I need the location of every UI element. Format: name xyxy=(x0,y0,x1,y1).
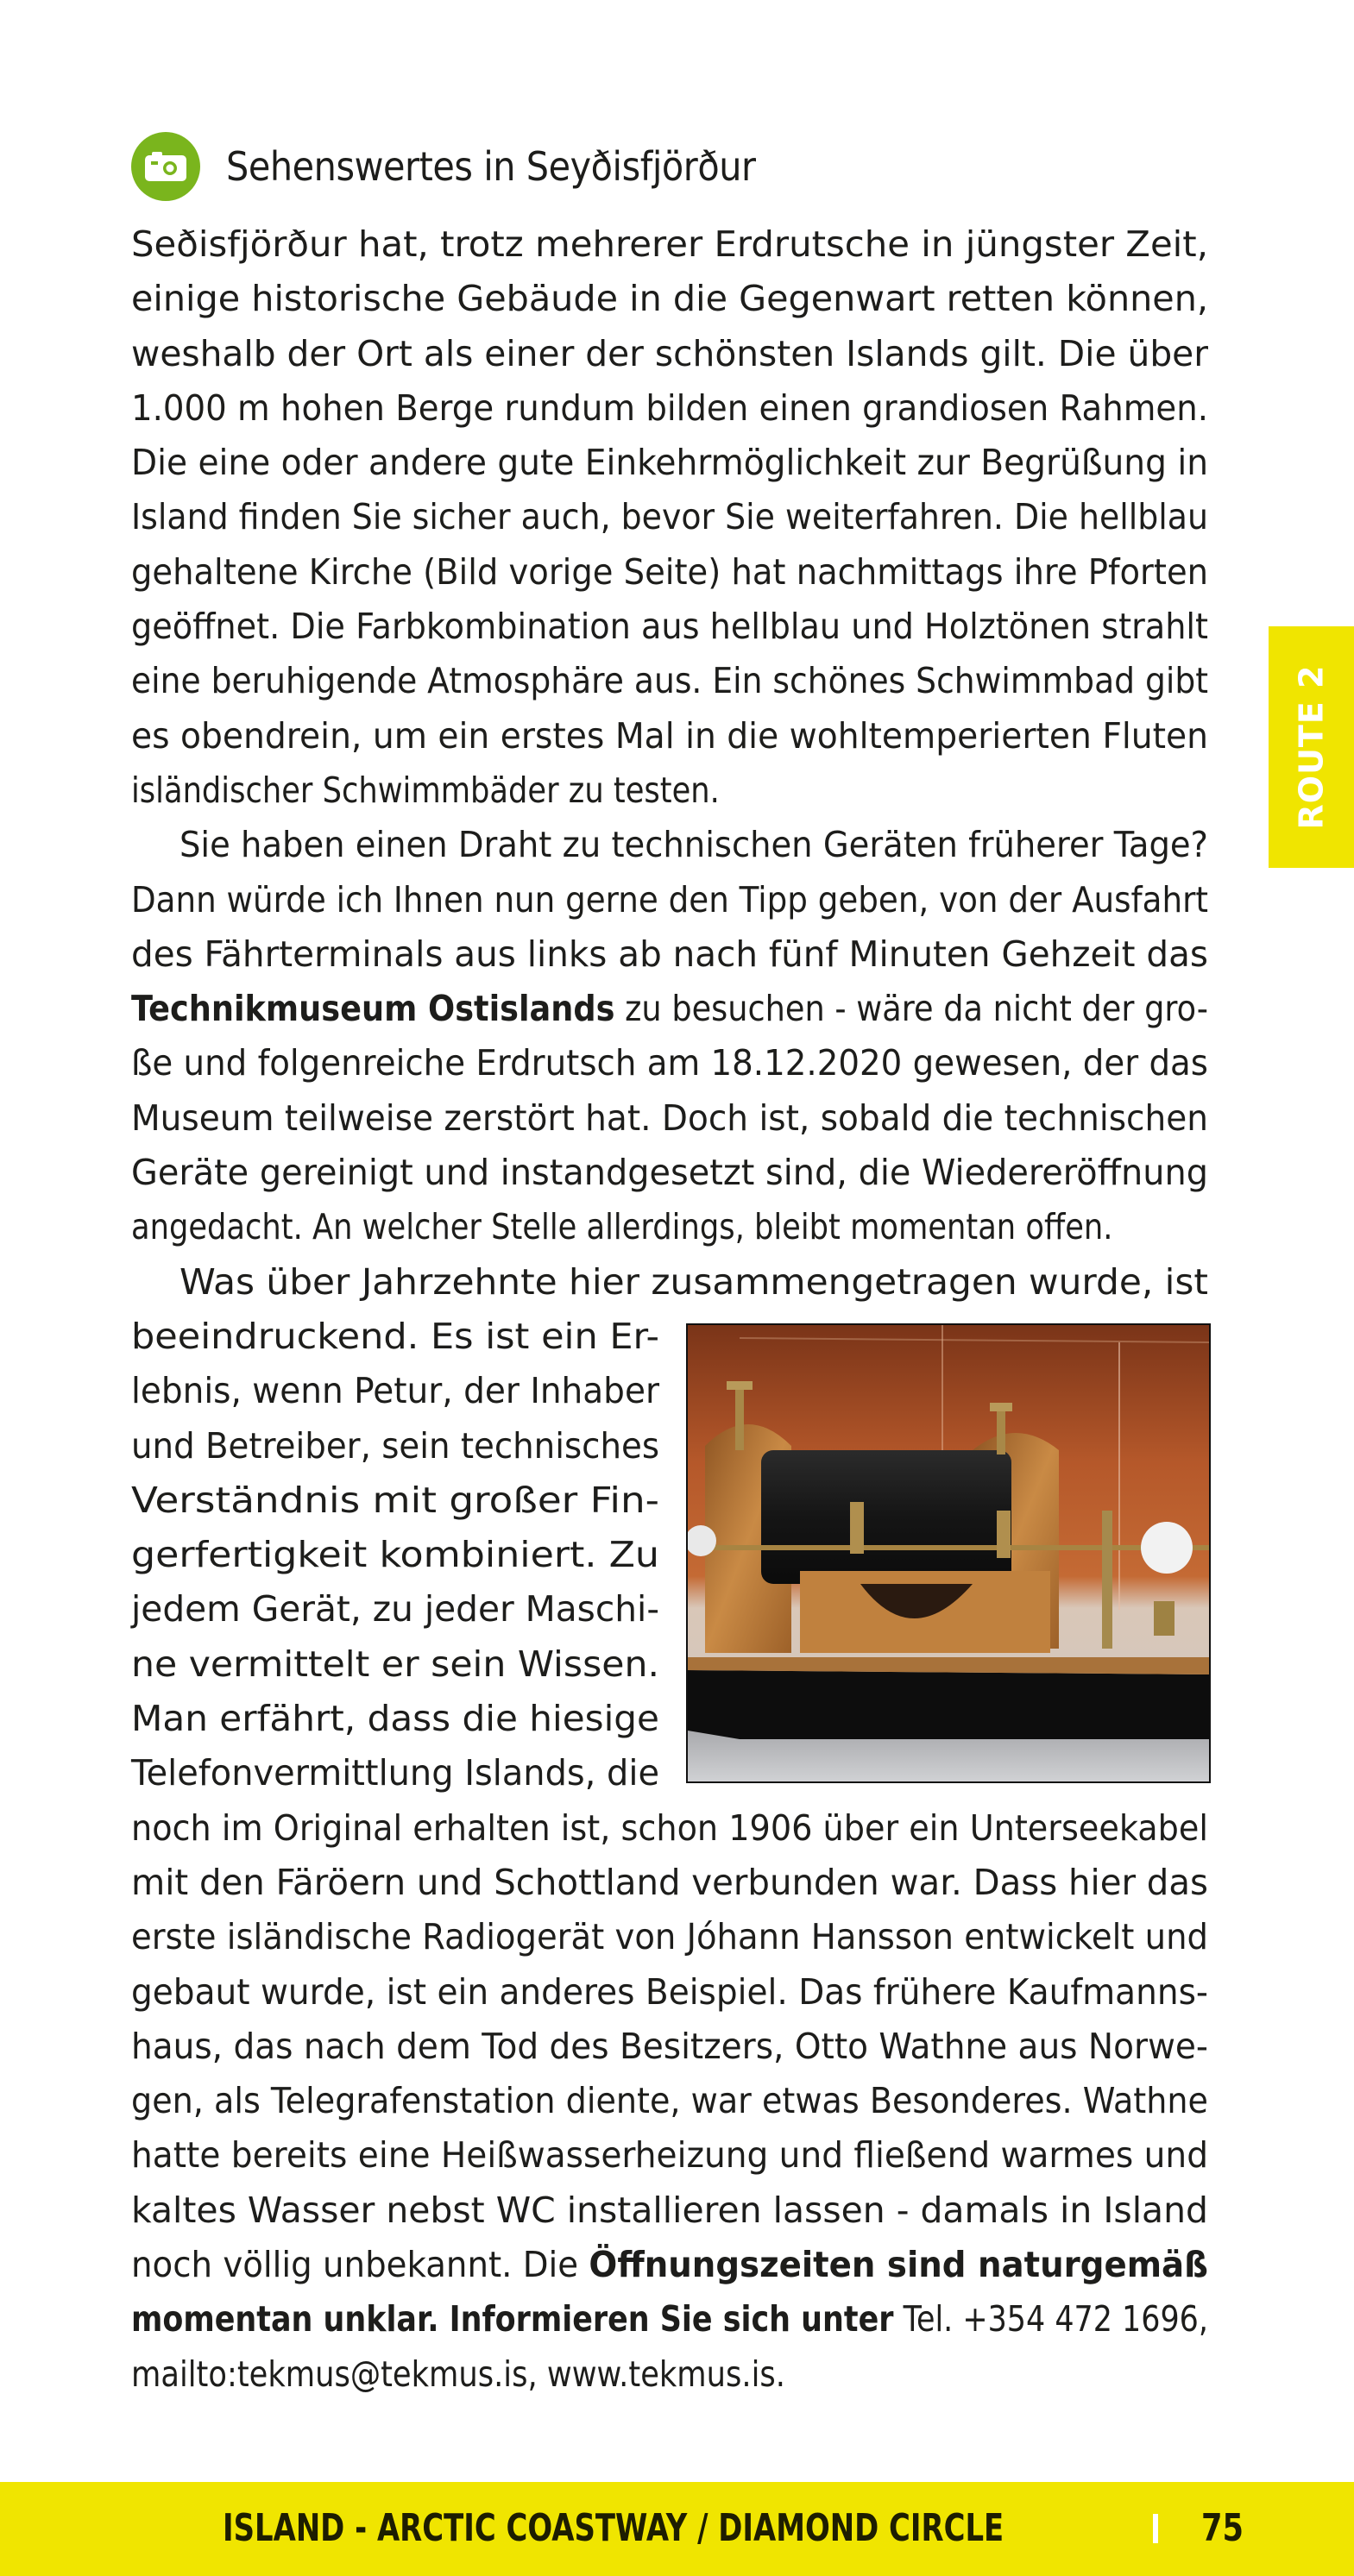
text-line xyxy=(131,1200,1208,1254)
text-line-content xyxy=(131,927,1208,982)
text-line-content xyxy=(131,1419,659,1473)
plain-text: kaltes Wasser nebst WC installieren lassen - damals in Island xyxy=(131,2189,1208,2231)
text-line-content xyxy=(131,2128,1208,2183)
plain-text: jedem Gerät, zu jeder Maschi- xyxy=(131,1588,659,1630)
plain-text: Island finden Sie sicher auch, bevor Sie weiterfahren. Die hellblau xyxy=(131,496,1208,538)
text-line xyxy=(131,545,1208,600)
plain-text: haus, das nach dem Tod des Besitzers, Otto Wathne aus Norwe- xyxy=(131,2025,1208,2067)
plain-text: eine beruhigende Atmosphäre aus. Ein schönes Schwimmbad gibt xyxy=(131,660,1208,702)
text-line xyxy=(131,2238,1208,2292)
text-line xyxy=(131,1856,1208,1910)
text-line xyxy=(131,381,1208,436)
text-line-content xyxy=(131,1146,1208,1200)
plain-text: Seðisfjörður hat, trotz mehrerer Erdrutsche in jüngster Zeit, xyxy=(131,223,1208,265)
text-line-content xyxy=(131,1473,659,1528)
text-line xyxy=(131,600,1208,654)
text-line-content xyxy=(131,982,1208,1036)
plain-text: noch völlig unbekannt. Die xyxy=(131,2243,589,2285)
text-line-content xyxy=(131,272,1208,326)
text-line xyxy=(131,490,1208,544)
text-line xyxy=(131,327,1208,381)
bold-text: Öffnungszeiten sind naturgemäß xyxy=(589,2243,1208,2285)
text-line-content xyxy=(131,1801,1208,1856)
route-label: ROUTE 2 xyxy=(1292,664,1331,830)
plain-text: Was über Jahrzehnte hier zusammengetragen wurde, ist xyxy=(179,1260,1208,1303)
article-body xyxy=(131,217,1208,2402)
text-line xyxy=(131,1036,1208,1090)
plain-text: Dann würde ich Ihnen nun gerne den Tipp geben, von der Ausfahrt xyxy=(131,878,1208,920)
text-line-content xyxy=(131,1200,1112,1254)
plain-text: gerfertigkeit kombiniert. Zu xyxy=(131,1534,659,1576)
footer-title: ISLAND - ARCTIC COASTWAY / DIAMOND CIRCLE xyxy=(223,2506,1004,2550)
plain-text: gen, als Telegrafenstation diente, war etwas Besonderes. Wathne xyxy=(131,2080,1208,2122)
text-line xyxy=(131,2292,1208,2347)
plain-text: mit den Färöern und Schottland verbunden war. Dass hier das xyxy=(131,1861,1208,1903)
plain-text: Geräte gereinigt und instandgesetzt sind, die Wiedereröffnung xyxy=(131,1152,1208,1194)
route-side-tab xyxy=(1269,626,1354,868)
plain-text: lebnis, wenn Petur, der Inhaber xyxy=(131,1370,659,1412)
page-number: 75 xyxy=(1201,2506,1244,2550)
text-line xyxy=(131,709,1208,763)
text-line-content xyxy=(131,600,1208,654)
plain-text: weshalb der Ort als einer der schönsten Islands gilt. Die über xyxy=(131,332,1208,374)
text-line-content xyxy=(131,327,1208,381)
text-line xyxy=(131,2020,1208,2074)
section-heading xyxy=(131,128,815,205)
text-line xyxy=(131,818,1208,872)
text-line-content xyxy=(131,1637,659,1692)
text-line-content xyxy=(131,873,1208,927)
plain-text: Museum teilweise zerstört hat. Doch ist, sobald die technischen xyxy=(131,1096,1208,1139)
text-line-content xyxy=(131,1856,1208,1910)
footer-separator xyxy=(1153,2514,1158,2543)
text-line xyxy=(131,217,1208,272)
text-line xyxy=(131,654,1208,708)
text-line-content xyxy=(131,2238,1208,2292)
text-line xyxy=(131,2347,1208,2402)
plain-text: Man erfährt, dass die hiesige xyxy=(131,1698,659,1740)
text-line xyxy=(131,927,1208,982)
plain-text: Verständnis mit großer Fin- xyxy=(131,1479,659,1521)
text-line-content xyxy=(131,709,1208,763)
text-line xyxy=(131,2128,1208,2183)
plain-text: erste isländische Radiogerät von Jóhann Hansson entwickelt und xyxy=(131,1916,1208,1958)
text-line xyxy=(131,1255,1208,1310)
text-line-content xyxy=(131,490,1208,544)
plain-text: noch im Original erhalten ist, schon 1906 über ein Unterseekabel xyxy=(131,1806,1208,1849)
text-line-content xyxy=(131,2074,1208,2128)
text-line-content xyxy=(131,217,1208,272)
text-line-content xyxy=(131,2020,1208,2074)
plain-text: des Fährterminals aus links ab nach fünf Minuten Gehzeit das xyxy=(131,933,1208,975)
plain-text: gehaltene Kirche (Bild vorige Seite) hat nachmittags ihre Pforten xyxy=(131,550,1208,593)
text-line-content xyxy=(131,2292,1208,2347)
text-line xyxy=(131,873,1208,927)
text-line xyxy=(131,1146,1208,1200)
text-line-content xyxy=(131,654,1208,708)
bold-text: Technikmuseum Ostislands xyxy=(131,988,615,1030)
plain-text: ße und folgenreiche Erdrutsch am 18.12.2020 gewesen, der das xyxy=(131,1042,1208,1084)
text-line-content xyxy=(131,1965,1208,2020)
plain-text: mailto:tekmus@tekmus.is, www.tekmus.is. xyxy=(131,2353,785,2395)
plain-text: und Betreiber, sein technisches xyxy=(131,1424,659,1467)
text-line xyxy=(131,982,1208,1036)
plain-text: es obendrein, um ein erstes Mal in die wohltemperierten Fluten xyxy=(131,714,1208,757)
text-line xyxy=(131,436,1208,490)
text-line xyxy=(131,1091,1208,1146)
plain-text: zu besuchen - wäre da nicht der gro- xyxy=(614,988,1208,1030)
text-line-content xyxy=(131,1692,659,1746)
text-line-content xyxy=(179,818,1208,872)
text-line-content xyxy=(131,545,1208,600)
plain-text: beeindruckend. Es ist ein Er- xyxy=(131,1315,660,1357)
plain-text: Die eine oder andere gute Einkehrmöglichkeit zur Begrüßung in xyxy=(131,442,1208,484)
plain-text: geöffnet. Die Farbkombination aus hellblau und Holztönen strahlt xyxy=(131,606,1208,648)
camera-icon xyxy=(131,132,200,201)
text-line xyxy=(131,1965,1208,2020)
page-footer xyxy=(0,2482,1354,2576)
section-title: Sehenswertes in Seyðisfjörður xyxy=(226,143,756,190)
text-line-content xyxy=(131,1310,659,1364)
text-line-content xyxy=(131,1036,1208,1090)
text-line-content xyxy=(131,763,720,818)
text-line-content xyxy=(131,1528,659,1582)
plain-text: gebaut wurde, ist ein anderes Beispiel. Das frühere Kaufmanns- xyxy=(131,1970,1208,2013)
text-line-content xyxy=(179,1255,1208,1310)
text-line xyxy=(131,2183,1208,2238)
text-line-content xyxy=(131,436,1208,490)
plain-text: Tel. +354 472 1696, xyxy=(893,2298,1208,2340)
plain-text: Sie haben einen Draht zu technischen Geräten früherer Tage? xyxy=(179,824,1208,866)
text-line-content xyxy=(131,2347,785,2402)
text-line-content xyxy=(131,1091,1208,1146)
bold-text: momentan unklar. Informieren Sie sich unter xyxy=(131,2298,894,2340)
plain-text: ne vermittelt er sein Wissen. xyxy=(131,1643,659,1685)
plain-text: 1.000 m hohen Berge rundum bilden einen grandiosen Rahmen. xyxy=(131,386,1208,429)
text-line-content xyxy=(131,1364,659,1418)
text-line xyxy=(131,2074,1208,2128)
plain-text: isländischer Schwimmbäder zu testen. xyxy=(131,769,720,811)
plain-text: Telefonvermittlung Islands, die xyxy=(131,1752,659,1794)
plain-text: einige historische Gebäude in die Gegenwart retten können, xyxy=(131,278,1208,320)
plain-text: hatte bereits eine Heißwasserheizung und fließend warmes und xyxy=(131,2134,1208,2177)
text-line xyxy=(131,1910,1208,1964)
text-line xyxy=(131,1801,1208,1856)
text-line-content xyxy=(131,381,1208,436)
text-line-content xyxy=(131,1746,659,1800)
text-line xyxy=(131,272,1208,326)
text-line-content xyxy=(131,1582,659,1637)
text-line xyxy=(131,763,1208,818)
text-line-content xyxy=(131,1910,1208,1964)
plain-text: angedacht. An welcher Stelle allerdings, bleibt momentan offen. xyxy=(131,1206,1113,1248)
photo-antique-induction-coil xyxy=(686,1323,1211,1783)
text-line-content xyxy=(131,2183,1208,2238)
